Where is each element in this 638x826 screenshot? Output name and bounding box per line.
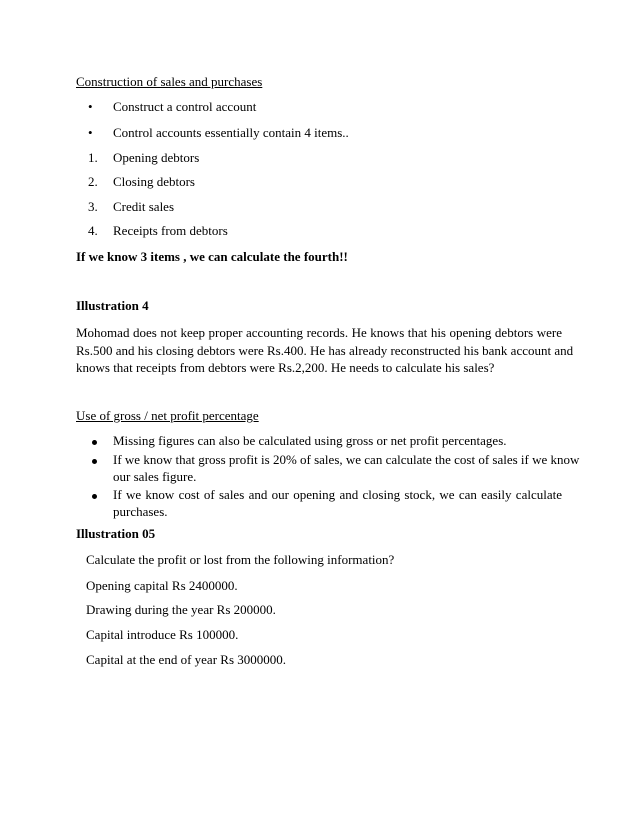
list-item-text: Credit sales: [113, 199, 175, 214]
list-number: 3.: [88, 199, 98, 214]
illustration-05-line: Calculate the profit or lost from the following information?: [86, 552, 395, 567]
list-item-text: Control accounts essentially contain 4 items..: [113, 125, 349, 140]
list-item-text: Missing figures can also be calculated using gross or net profit percentages.: [113, 433, 507, 448]
list-item-text: Receipts from debtors: [113, 223, 228, 238]
list-number: 4.: [88, 223, 98, 238]
illustration-05-heading: Illustration 05: [76, 526, 156, 541]
illustration-05-line: Drawing during the year Rs 200000.: [86, 602, 276, 617]
list-item-text: our sales figure.: [113, 469, 197, 484]
list-item: •: [88, 99, 93, 114]
section-heading-construction: Construction of sales and purchases: [76, 74, 263, 89]
list-item-text: Construct a control account: [113, 99, 257, 114]
illustration-05-line: Capital introduce Rs 100000.: [86, 627, 239, 642]
bullet-dot: [92, 432, 97, 449]
list-item-text: purchases.: [113, 504, 168, 519]
list-number: 2.: [88, 174, 98, 189]
section-heading-profit-percentage: Use of gross / net profit percentage: [76, 408, 259, 423]
illustration-05-line: Opening capital Rs 2400000.: [86, 578, 238, 593]
list-item-text: If we know that gross profit is 20% of sales, we can calculate the cost of sales if we know: [113, 452, 580, 467]
illustration-4-line: Rs.500 and his closing debtors were Rs.400. He has already reconstructed his bank account and: [76, 343, 574, 358]
list-number: 1.: [88, 150, 98, 165]
bullet-dot: [92, 486, 97, 503]
illustration-4-line: Mohomad does not keep proper accounting records. He knows that his opening debtors were: [76, 325, 562, 340]
illustration-4-line: knows that receipts from debtors were Rs.2,200. He needs to calculate his sales?: [76, 360, 495, 375]
illustration-4-heading: Illustration 4: [76, 298, 149, 313]
bullet-dot: [92, 451, 97, 468]
list-item: •: [88, 125, 93, 140]
conclusion-text: If we know 3 items , we can calculate the fourth!!: [76, 249, 348, 264]
illustration-05-line: Capital at the end of year Rs 3000000.: [86, 652, 287, 667]
list-item-text: Opening debtors: [113, 150, 200, 165]
list-item-text: If we know cost of sales and our opening and closing stock, we can easily calculate: [113, 487, 562, 502]
list-item-text: Closing debtors: [113, 174, 195, 189]
